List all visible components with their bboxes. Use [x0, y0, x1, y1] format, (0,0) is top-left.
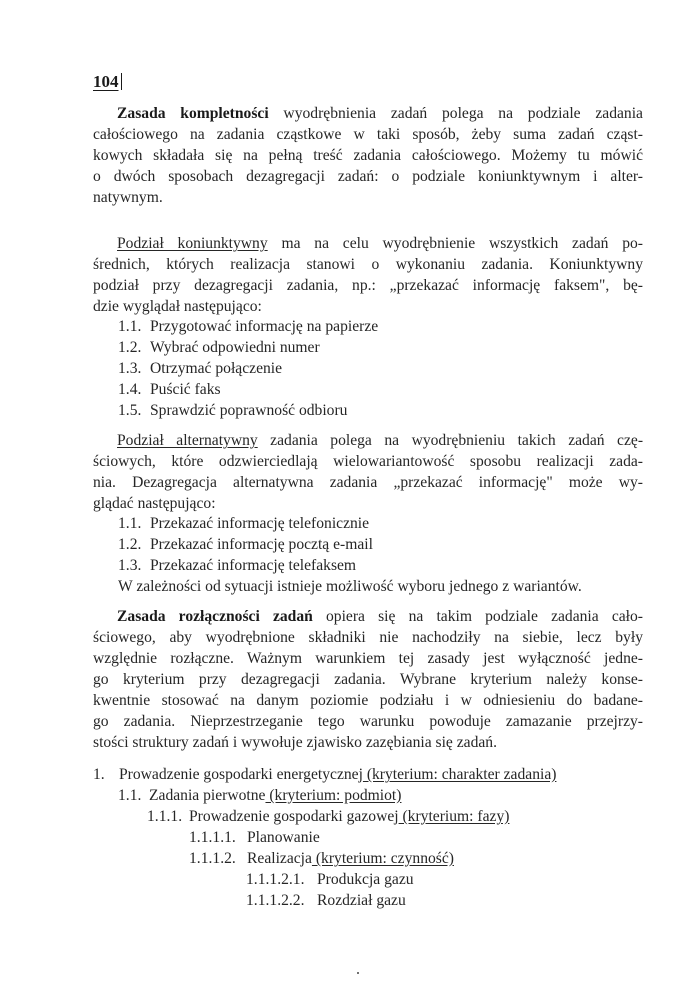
- list-item-number: 1.3.: [118, 557, 142, 574]
- list-item-number: 1.3.: [118, 360, 142, 377]
- tree-node-level-4: [93, 848, 556, 869]
- alternative-list: [118, 513, 373, 576]
- underlined-lead: Podział alternatywny: [117, 432, 258, 449]
- page-number: [93, 72, 122, 92]
- task-tree: [93, 764, 556, 911]
- line-text: wyodrębnienia zadań polega na podziale zadania: [268, 105, 643, 122]
- tree-node-number: 1.1.1.2.: [189, 850, 236, 867]
- tree-node-criterion: (kryterium: podmiot): [265, 787, 402, 804]
- list-item-text: Sprawdzić poprawność odbioru: [150, 402, 348, 419]
- tree-node-criterion: (kryterium: fazy): [398, 808, 510, 825]
- list-item-text: Przekazać informację pocztą e-mail: [150, 536, 373, 553]
- tree-node-text: Realizacja: [247, 850, 312, 867]
- list-item: [118, 534, 373, 555]
- line-text: zadania polega na wyodrębnieniu takich zadań czę-: [257, 432, 644, 449]
- alternative-closing: [118, 576, 582, 597]
- tree-node-level-4: [93, 827, 556, 848]
- text-line: podział przy dezagregacji zadania, np.: „przekazać informację faksem", bę-: [93, 277, 643, 294]
- tree-node-text: Prowadzenie gospodarki energetycznej: [119, 766, 363, 783]
- list-item: [118, 316, 378, 337]
- text-line: kowych składała się na pełną treść zadania całościowego. Możemy tu mówić: [93, 147, 643, 164]
- paragraph-completeness-principle: [93, 103, 643, 208]
- text-line: go kryterium przy dezagregacji zadania. Wybrane kryterium należy konse-: [93, 671, 643, 688]
- tree-node-criterion: (kryterium: charakter zadania): [362, 766, 557, 783]
- text-line: [93, 103, 643, 124]
- text-line: całościowego na zadania cząstkowe w taki sposób, żeby suma zadań cząst-: [93, 126, 643, 143]
- tree-node-number: 1.1.1.: [147, 808, 183, 825]
- bold-lead: Zasada kompletności: [117, 105, 269, 122]
- tree-node-level-1: [93, 764, 556, 785]
- list-item: [118, 513, 373, 534]
- tree-node-text: Prowadzenie gospodarki gazowej: [189, 808, 399, 825]
- conjunctive-list: [118, 316, 378, 421]
- tree-node-level-5: [93, 890, 556, 911]
- list-item-number: 1.2.: [118, 536, 142, 553]
- text-line: średnich, których realizacja stanowi o wykonaniu zadania. Koniunktywny: [93, 256, 643, 273]
- text-line: natywnym.: [93, 189, 163, 206]
- scan-speck: [357, 972, 359, 974]
- text-line: glądać następująco:: [93, 495, 216, 512]
- line-text: ma na celu wyodrębnienie wszystkich zadań po-: [267, 235, 643, 252]
- tree-node-level-5: [93, 869, 556, 890]
- text-line: o dwóch sposobach dezagregacji zadań: o podziale koniunktywnym i alter-: [93, 168, 643, 185]
- list-item-number: 1.5.: [118, 402, 142, 419]
- list-item-text: Przygotować informację na papierze: [150, 318, 379, 335]
- text-line: [93, 606, 643, 627]
- text-line: go zadania. Nieprzestrzeganie tego warunku powoduje zamazanie przejrzy-: [93, 713, 643, 730]
- list-item-text: Puścić faks: [150, 381, 221, 398]
- tree-node-number: 1.1.1.2.1.: [246, 871, 305, 888]
- list-item-number: 1.2.: [118, 339, 142, 356]
- tree-node-text: Zadania pierwotne: [149, 787, 266, 804]
- bold-lead: Zasada rozłączności zadań: [117, 608, 313, 625]
- list-item-text: Otrzymać połączenie: [150, 360, 283, 377]
- tree-node-level-2: [93, 785, 556, 806]
- page-number-rule: [121, 73, 122, 90]
- text-line: [93, 233, 643, 254]
- tree-node-level-3: [93, 806, 556, 827]
- underlined-lead: Podział koniunktywny: [117, 235, 268, 252]
- tree-node-number: 1.1.1.1.: [189, 829, 236, 846]
- tree-node-text: Produkcja gazu: [317, 871, 414, 888]
- list-item-number: 1.1.: [118, 318, 142, 335]
- line-text: opiera się na takim podziale zadania cało-: [312, 608, 644, 625]
- page-number-text: 104: [93, 72, 119, 91]
- text-line: ściowych, które odzwierciedlają wielowariantowość sposobu realizacji zada-: [93, 453, 643, 470]
- list-item-text: Wybrać odpowiedni numer: [150, 339, 320, 356]
- text-line: kwentnie stosować na danym poziomie podziału i w odniesieniu do badane-: [93, 692, 643, 709]
- list-item: [118, 379, 378, 400]
- text-line: dzie wyglądał następująco:: [93, 298, 262, 315]
- list-item-number: 1.4.: [118, 381, 142, 398]
- tree-node-number: 1.: [93, 766, 105, 783]
- text-line: nia. Dezagregacja alternatywna zadania „przekazać informację" może wy-: [93, 474, 643, 491]
- tree-node-criterion: (kryterium: czynność): [311, 850, 454, 867]
- text-line: stości struktury zadań i wywołuje zjawisko zazębiania się zadań.: [93, 734, 497, 751]
- tree-node-text: Planowanie: [247, 829, 320, 846]
- list-item-text: Przekazać informację telefonicznie: [150, 515, 370, 532]
- tree-node-number: 1.1.1.2.2.: [246, 892, 305, 909]
- list-item: [118, 337, 378, 358]
- paragraph-alternative-division: [93, 430, 643, 514]
- list-item-text: Przekazać informację telefaksem: [150, 557, 357, 574]
- paragraph-conjunctive-division: [93, 233, 643, 317]
- text-line: względnie rozłączne. Ważnym warunkiem tej zasady jest wyłączność jedne-: [93, 650, 643, 667]
- paragraph-disjointness-principle: [93, 606, 643, 753]
- text-line: ściowego, aby wyodrębnione składniki nie nachodziły na siebie, lecz były: [93, 629, 643, 646]
- list-item: [118, 555, 373, 576]
- list-item-number: 1.1.: [118, 515, 142, 532]
- closing-sentence: W zależności od sytuacji istnieje możliwość wyboru jednego z wariantów.: [118, 578, 582, 595]
- list-item: [118, 358, 378, 379]
- tree-node-text: Rozdział gazu: [317, 892, 406, 909]
- tree-node-number: 1.1.: [118, 787, 142, 804]
- list-item: [118, 400, 378, 421]
- text-line: [93, 430, 643, 451]
